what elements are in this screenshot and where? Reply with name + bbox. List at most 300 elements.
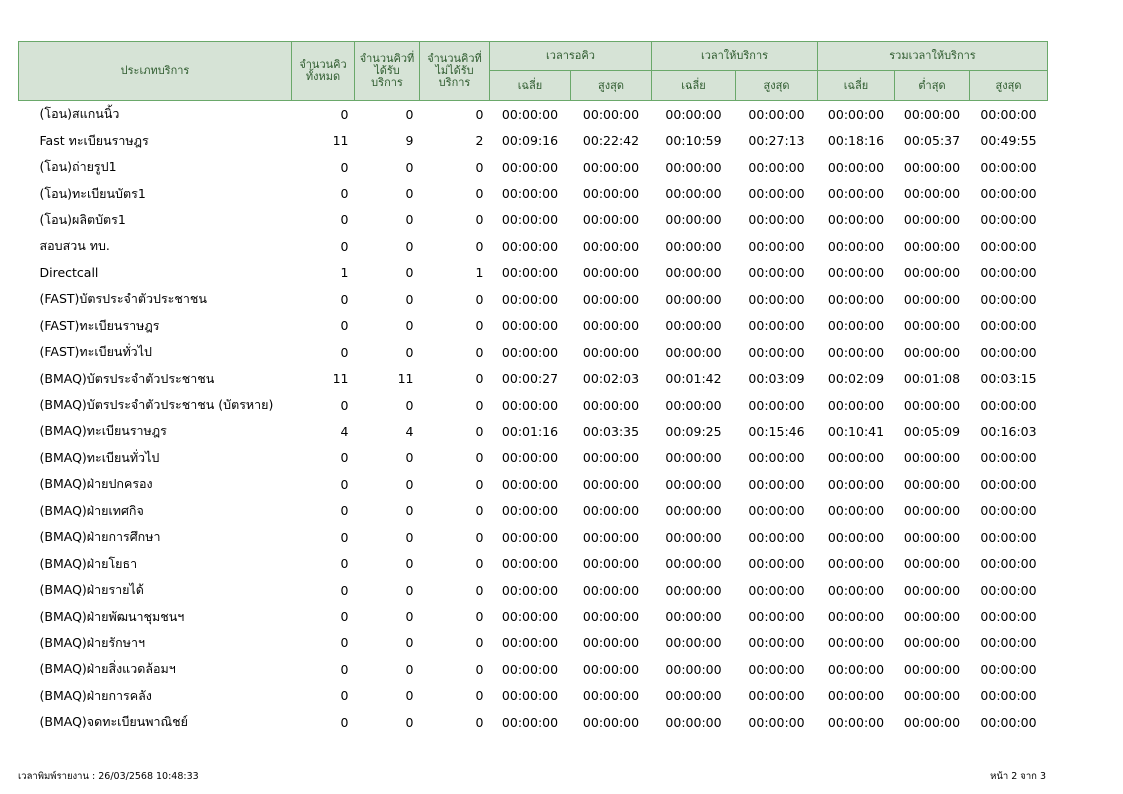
service-max-cell: 00:00:00 (748, 503, 805, 519)
wait-max-cell: 00:00:00 (582, 635, 640, 651)
wait-avg-cell: 00:00:00 (501, 450, 559, 466)
total-queues-cell: 0 (340, 291, 349, 307)
service-max-cell: 00:00:00 (748, 318, 805, 334)
unserved-queues-cell: 0 (475, 344, 484, 360)
total-max-cell: 00:00:00 (980, 582, 1037, 598)
unserved-queues-cell: 0 (475, 450, 484, 466)
wait-avg-cell: 00:09:16 (501, 133, 559, 149)
service-max-cell: 00:00:00 (748, 609, 805, 625)
service-avg-cell: 00:09:25 (665, 423, 722, 439)
total-queues-cell: 0 (340, 688, 349, 704)
wait-avg-cell: 00:00:00 (501, 582, 559, 598)
print-time: เวลาพิมพ์รายงาน : 26/03/2568 10:48:33 (18, 771, 199, 782)
wait-max-cell: 00:00:00 (582, 661, 640, 677)
table-row (19, 418, 1048, 444)
service-avg-cell: 00:00:00 (665, 688, 722, 704)
service-name-cell: (BMAQ)จดทะเบียนพาณิชย์ (39, 714, 188, 730)
total-min-cell: 00:00:00 (903, 159, 961, 175)
service-name-cell: (BMAQ)ฝ่ายการคลัง (39, 687, 152, 703)
service-name-cell: (BMAQ)บัตรประจำตัวประชาชน (บัตรหาย) (39, 397, 274, 413)
wait-max-cell: 00:00:00 (582, 582, 640, 598)
total-avg-cell: 00:00:00 (827, 556, 885, 572)
header-wait-time: เวลารอคิว (490, 42, 652, 71)
total-max-cell: 00:00:00 (980, 265, 1037, 281)
total-max-cell: 00:16:03 (980, 423, 1037, 439)
total-max-cell: 00:00:00 (980, 714, 1037, 730)
service-avg-cell: 00:00:00 (665, 714, 722, 730)
table-row (19, 524, 1048, 550)
wait-max-cell: 00:00:00 (582, 556, 640, 572)
unserved-queues-cell: 0 (475, 238, 484, 254)
wait-avg-cell: 00:00:00 (501, 503, 559, 519)
unserved-queues-cell: 0 (475, 476, 484, 492)
total-max-cell: 00:00:00 (980, 344, 1037, 360)
served-queues-cell: 11 (397, 371, 414, 387)
wait-avg-cell: 00:00:00 (501, 159, 559, 175)
wait-max-cell: 00:00:00 (582, 714, 640, 730)
wait-avg-cell: 00:00:00 (501, 714, 559, 730)
service-avg-cell: 00:00:00 (665, 529, 722, 545)
service-name-cell: (FAST)ทะเบียนราษฎร (39, 317, 160, 333)
total-min-cell: 00:01:08 (903, 371, 961, 387)
served-queues-cell: 0 (405, 450, 414, 466)
total-queues-cell: 0 (340, 661, 349, 677)
wait-max-cell: 00:00:00 (582, 318, 640, 334)
total-queues-cell: 0 (340, 529, 349, 545)
total-queues-cell: 0 (340, 397, 349, 413)
unserved-queues-cell: 0 (475, 106, 484, 122)
unserved-queues-cell: 0 (475, 212, 484, 228)
total-avg-cell: 00:00:00 (827, 291, 885, 307)
total-avg-cell: 00:18:16 (827, 133, 885, 149)
unserved-queues-cell: 0 (475, 159, 484, 175)
total-avg-cell: 00:00:00 (827, 265, 885, 281)
service-name-cell: (BMAQ)ทะเบียนราษฎร (39, 423, 167, 439)
header-unserved-queues: จำนวนคิวที่ ไม่ได้รับ บริการ (420, 42, 490, 101)
unserved-queues-cell: 0 (475, 635, 484, 651)
unserved-queues-cell: 0 (475, 661, 484, 677)
header-total-min: ต่ำสุด (895, 71, 970, 101)
wait-max-cell: 00:03:35 (582, 423, 640, 439)
service-max-cell: 00:00:00 (748, 159, 805, 175)
total-queues-cell: 0 (340, 186, 349, 202)
total-max-cell: 00:00:00 (980, 238, 1037, 254)
service-max-cell: 00:00:00 (748, 397, 805, 413)
wait-avg-cell: 00:01:16 (501, 423, 559, 439)
service-max-cell: 00:00:00 (748, 476, 805, 492)
served-queues-cell: 0 (405, 238, 414, 254)
service-name-cell: (BMAQ)บัตรประจำตัวประชาชน (39, 370, 215, 386)
served-queues-cell: 0 (405, 397, 414, 413)
wait-avg-cell: 00:00:00 (501, 238, 559, 254)
service-avg-cell: 00:00:00 (665, 397, 722, 413)
service-name-cell: (BMAQ)ฝ่ายรักษาฯ (39, 634, 146, 650)
total-max-cell: 00:00:00 (980, 450, 1037, 466)
unserved-queues-cell: 0 (475, 186, 484, 202)
served-queues-cell: 0 (405, 186, 414, 202)
served-queues-cell: 0 (405, 661, 414, 677)
header-served-queues: จำนวนคิวที่ ได้รับ บริการ (355, 42, 420, 101)
served-queues-cell: 0 (405, 714, 414, 730)
total-max-cell: 00:00:00 (980, 635, 1037, 651)
header-wait-avg: เฉลี่ย (490, 71, 571, 101)
report-table (18, 41, 1048, 736)
wait-max-cell: 00:00:00 (582, 106, 640, 122)
service-name-cell: (BMAQ)ฝ่ายสิ่งแวดล้อมฯ (39, 661, 176, 677)
unserved-queues-cell: 0 (475, 609, 484, 625)
table-row (19, 603, 1048, 629)
wait-avg-cell: 00:00:00 (501, 635, 559, 651)
service-avg-cell: 00:00:00 (665, 635, 722, 651)
table-row (19, 392, 1048, 418)
service-name-cell: (BMAQ)ฝ่ายรายได้ (39, 582, 144, 598)
total-max-cell: 00:00:00 (980, 106, 1037, 122)
wait-max-cell: 00:00:00 (582, 503, 640, 519)
service-avg-cell: 00:00:00 (665, 106, 722, 122)
total-min-cell: 00:00:00 (903, 503, 961, 519)
total-queues-cell: 0 (340, 450, 349, 466)
total-min-cell: 00:00:00 (903, 318, 961, 334)
service-max-cell: 00:15:46 (748, 423, 805, 439)
total-queues-cell: 4 (340, 423, 349, 439)
total-queues-cell: 0 (340, 609, 349, 625)
service-max-cell: 00:00:00 (748, 556, 805, 572)
service-name-cell: (โอน)ถ่ายรูป1 (39, 159, 117, 175)
service-name-cell: สอบสวน ทบ. (39, 238, 110, 254)
table-row (19, 286, 1048, 312)
total-min-cell: 00:00:00 (903, 397, 961, 413)
wait-max-cell: 00:02:03 (582, 371, 640, 387)
service-avg-cell: 00:00:00 (665, 265, 722, 281)
table-row (19, 339, 1048, 365)
wait-avg-cell: 00:00:00 (501, 688, 559, 704)
served-queues-cell: 9 (405, 133, 414, 149)
table-row (19, 630, 1048, 656)
wait-avg-cell: 00:00:00 (501, 106, 559, 122)
total-min-cell: 00:00:00 (903, 450, 961, 466)
table-header (19, 42, 1048, 101)
wait-max-cell: 00:00:00 (582, 344, 640, 360)
wait-max-cell: 00:00:00 (582, 688, 640, 704)
service-name-cell: (โอน)ผลิตบัตร1 (39, 211, 126, 227)
wait-avg-cell: 00:00:00 (501, 212, 559, 228)
wait-avg-cell: 00:00:00 (501, 609, 559, 625)
total-max-cell: 00:00:00 (980, 159, 1037, 175)
wait-max-cell: 00:00:00 (582, 291, 640, 307)
service-max-cell: 00:03:09 (748, 371, 805, 387)
total-min-cell: 00:05:09 (903, 423, 961, 439)
total-queues-cell: 1 (340, 265, 349, 281)
total-max-cell: 00:49:55 (980, 133, 1037, 149)
header-service-type: ประเภทบริการ (19, 42, 292, 101)
wait-avg-cell: 00:00:00 (501, 661, 559, 677)
table-row (19, 550, 1048, 576)
total-avg-cell: 00:02:09 (827, 371, 885, 387)
served-queues-cell: 0 (405, 265, 414, 281)
table-row (19, 709, 1048, 735)
total-avg-cell: 00:00:00 (827, 238, 885, 254)
unserved-queues-cell: 0 (475, 318, 484, 334)
wait-avg-cell: 00:00:00 (501, 476, 559, 492)
total-min-cell: 00:00:00 (903, 238, 961, 254)
total-min-cell: 00:00:00 (903, 714, 961, 730)
unserved-queues-cell: 1 (475, 265, 484, 281)
service-max-cell: 00:00:00 (748, 238, 805, 254)
service-avg-cell: 00:00:00 (665, 159, 722, 175)
unserved-queues-cell: 0 (475, 529, 484, 545)
table-row (19, 260, 1048, 286)
total-min-cell: 00:00:00 (903, 212, 961, 228)
served-queues-cell: 0 (405, 582, 414, 598)
wait-max-cell: 00:00:00 (582, 609, 640, 625)
total-max-cell: 00:03:15 (980, 371, 1037, 387)
service-name-cell: (FAST)ทะเบียนทั่วไป (39, 344, 152, 360)
service-name-cell: (FAST)บัตรประจำตัวประชาชน (39, 291, 207, 307)
service-name-cell: (BMAQ)ฝ่ายปกครอง (39, 476, 153, 492)
service-name-cell: (BMAQ)ฝ่ายเทศกิจ (39, 502, 144, 518)
service-max-cell: 00:00:00 (748, 106, 805, 122)
total-min-cell: 00:00:00 (903, 265, 961, 281)
served-queues-cell: 0 (405, 529, 414, 545)
service-avg-cell: 00:00:00 (665, 318, 722, 334)
total-max-cell: 00:00:00 (980, 397, 1037, 413)
wait-avg-cell: 00:00:00 (501, 265, 559, 281)
service-max-cell: 00:00:00 (748, 661, 805, 677)
total-queues-cell: 0 (340, 635, 349, 651)
served-queues-cell: 0 (405, 344, 414, 360)
total-min-cell: 00:00:00 (903, 635, 961, 651)
service-name-cell: (BMAQ)ฝ่ายการศึกษา (39, 529, 161, 545)
unserved-queues-cell: 0 (475, 423, 484, 439)
total-queues-cell: 0 (340, 556, 349, 572)
service-max-cell: 00:00:00 (748, 529, 805, 545)
table-row (19, 365, 1048, 391)
total-max-cell: 00:00:00 (980, 503, 1037, 519)
served-queues-cell: 0 (405, 212, 414, 228)
service-max-cell: 00:00:00 (748, 635, 805, 651)
wait-max-cell: 00:00:00 (582, 265, 640, 281)
total-avg-cell: 00:00:00 (827, 212, 885, 228)
service-max-cell: 00:00:00 (748, 688, 805, 704)
served-queues-cell: 0 (405, 106, 414, 122)
unserved-queues-cell: 0 (475, 714, 484, 730)
total-avg-cell: 00:00:00 (827, 450, 885, 466)
wait-avg-cell: 00:00:00 (501, 291, 559, 307)
service-name-cell: Fast ทะเบียนราษฎร (39, 132, 149, 148)
service-name-cell: (BMAQ)ฝ่ายโยธา (39, 555, 138, 571)
total-min-cell: 00:00:00 (903, 688, 961, 704)
table-row (19, 233, 1048, 259)
service-avg-cell: 00:10:59 (665, 133, 722, 149)
served-queues-cell: 0 (405, 556, 414, 572)
service-name-cell: (BMAQ)ฝ่ายพัฒนาชุมชนฯ (39, 608, 185, 624)
table-body (19, 101, 1048, 736)
total-min-cell: 00:00:00 (903, 582, 961, 598)
total-min-cell: 00:00:00 (903, 186, 961, 202)
total-queues-cell: 0 (340, 582, 349, 598)
total-min-cell: 00:00:00 (903, 344, 961, 360)
wait-max-cell: 00:00:00 (582, 159, 640, 175)
wait-avg-cell: 00:00:00 (501, 397, 559, 413)
service-name-cell: (โอน)ทะเบียนบัตร1 (39, 185, 146, 201)
wait-max-cell: 00:00:00 (582, 397, 640, 413)
wait-max-cell: 00:00:00 (582, 186, 640, 202)
header-service-avg: เฉลี่ย (652, 71, 736, 101)
service-max-cell: 00:00:00 (748, 344, 805, 360)
total-max-cell: 00:00:00 (980, 556, 1037, 572)
table-row (19, 207, 1048, 233)
total-queues-cell: 0 (340, 344, 349, 360)
total-min-cell: 00:05:37 (903, 133, 961, 149)
total-avg-cell: 00:00:00 (827, 186, 885, 202)
service-max-cell: 00:00:00 (748, 582, 805, 598)
table-row (19, 101, 1048, 128)
table-row (19, 577, 1048, 603)
total-avg-cell: 00:00:00 (827, 503, 885, 519)
header-wait-max: สูงสุด (571, 71, 652, 101)
served-queues-cell: 0 (405, 635, 414, 651)
total-avg-cell: 00:00:00 (827, 661, 885, 677)
header-total-avg: เฉลี่ย (818, 71, 895, 101)
total-queues-cell: 0 (340, 714, 349, 730)
total-avg-cell: 00:00:00 (827, 476, 885, 492)
header-service-max: สูงสุด (736, 71, 818, 101)
unserved-queues-cell: 0 (475, 556, 484, 572)
table-row (19, 180, 1048, 206)
wait-avg-cell: 00:00:00 (501, 186, 559, 202)
service-max-cell: 00:00:00 (748, 212, 805, 228)
header-total-service-time: รวมเวลาให้บริการ (818, 42, 1048, 71)
unserved-queues-cell: 2 (475, 133, 484, 149)
total-max-cell: 00:00:00 (980, 688, 1037, 704)
wait-avg-cell: 00:00:00 (501, 556, 559, 572)
total-queues-cell: 11 (332, 371, 349, 387)
total-max-cell: 00:00:00 (980, 609, 1037, 625)
wait-max-cell: 00:00:00 (582, 212, 640, 228)
total-max-cell: 00:00:00 (980, 318, 1037, 334)
total-min-cell: 00:00:00 (903, 106, 961, 122)
service-avg-cell: 00:00:00 (665, 186, 722, 202)
service-avg-cell: 00:00:00 (665, 556, 722, 572)
wait-avg-cell: 00:00:00 (501, 529, 559, 545)
served-queues-cell: 0 (405, 159, 414, 175)
total-avg-cell: 00:00:00 (827, 106, 885, 122)
service-avg-cell: 00:00:00 (665, 344, 722, 360)
total-queues-cell: 0 (340, 318, 349, 334)
unserved-queues-cell: 0 (475, 291, 484, 307)
served-queues-cell: 0 (405, 476, 414, 492)
service-name-cell: (โอน)สแกนนิ้ว (39, 106, 120, 122)
total-queues-cell: 0 (340, 238, 349, 254)
table-row (19, 471, 1048, 497)
unserved-queues-cell: 0 (475, 503, 484, 519)
table-row (19, 154, 1048, 180)
service-max-cell: 00:00:00 (748, 291, 805, 307)
header-service-time: เวลาให้บริการ (652, 42, 818, 71)
total-queues-cell: 0 (340, 212, 349, 228)
service-avg-cell: 00:00:00 (665, 238, 722, 254)
total-queues-cell: 0 (340, 159, 349, 175)
wait-avg-cell: 00:00:00 (501, 344, 559, 360)
service-max-cell: 00:27:13 (748, 133, 805, 149)
service-max-cell: 00:00:00 (748, 450, 805, 466)
wait-max-cell: 00:00:00 (582, 529, 640, 545)
total-queues-cell: 0 (340, 503, 349, 519)
served-queues-cell: 0 (405, 503, 414, 519)
service-avg-cell: 00:01:42 (665, 371, 722, 387)
wait-max-cell: 00:22:42 (582, 133, 640, 149)
service-avg-cell: 00:00:00 (665, 503, 722, 519)
total-min-cell: 00:00:00 (903, 529, 961, 545)
total-avg-cell: 00:00:00 (827, 582, 885, 598)
wait-avg-cell: 00:00:00 (501, 318, 559, 334)
wait-avg-cell: 00:00:27 (501, 371, 559, 387)
header-total-queues: จำนวนคิว ทั้งหมด (292, 42, 355, 101)
service-max-cell: 00:00:00 (748, 186, 805, 202)
header-total-max: สูงสุด (970, 71, 1048, 101)
service-name-cell: Directcall (39, 265, 99, 281)
total-avg-cell: 00:00:00 (827, 397, 885, 413)
page-number: หน้า 2 จาก 3 (990, 771, 1046, 782)
wait-max-cell: 00:00:00 (582, 238, 640, 254)
total-min-cell: 00:00:00 (903, 291, 961, 307)
total-avg-cell: 00:00:00 (827, 609, 885, 625)
unserved-queues-cell: 0 (475, 371, 484, 387)
total-max-cell: 00:00:00 (980, 186, 1037, 202)
total-min-cell: 00:00:00 (903, 609, 961, 625)
service-avg-cell: 00:00:00 (665, 582, 722, 598)
service-avg-cell: 00:00:00 (665, 212, 722, 228)
table-row (19, 656, 1048, 682)
served-queues-cell: 0 (405, 318, 414, 334)
service-avg-cell: 00:00:00 (665, 661, 722, 677)
total-avg-cell: 00:00:00 (827, 529, 885, 545)
total-avg-cell: 00:00:00 (827, 318, 885, 334)
unserved-queues-cell: 0 (475, 582, 484, 598)
total-avg-cell: 00:10:41 (827, 423, 885, 439)
total-avg-cell: 00:00:00 (827, 159, 885, 175)
table-row (19, 683, 1048, 709)
table-row (19, 445, 1048, 471)
unserved-queues-cell: 0 (475, 397, 484, 413)
served-queues-cell: 0 (405, 609, 414, 625)
total-queues-cell: 0 (340, 106, 349, 122)
served-queues-cell: 4 (405, 423, 414, 439)
total-max-cell: 00:00:00 (980, 212, 1037, 228)
table-row (19, 127, 1048, 153)
table-row (19, 498, 1048, 524)
total-max-cell: 00:00:00 (980, 291, 1037, 307)
unserved-queues-cell: 0 (475, 688, 484, 704)
total-queues-cell: 0 (340, 476, 349, 492)
total-max-cell: 00:00:00 (980, 661, 1037, 677)
total-min-cell: 00:00:00 (903, 476, 961, 492)
service-max-cell: 00:00:00 (748, 265, 805, 281)
served-queues-cell: 0 (405, 688, 414, 704)
total-queues-cell: 11 (332, 133, 349, 149)
service-max-cell: 00:00:00 (748, 714, 805, 730)
total-avg-cell: 00:00:00 (827, 714, 885, 730)
service-avg-cell: 00:00:00 (665, 291, 722, 307)
service-name-cell: (BMAQ)ทะเบียนทั่วไป (39, 449, 160, 465)
total-avg-cell: 00:00:00 (827, 688, 885, 704)
total-min-cell: 00:00:00 (903, 556, 961, 572)
table-row (19, 313, 1048, 339)
service-avg-cell: 00:00:00 (665, 476, 722, 492)
wait-max-cell: 00:00:00 (582, 450, 640, 466)
service-avg-cell: 00:00:00 (665, 450, 722, 466)
total-avg-cell: 00:00:00 (827, 344, 885, 360)
